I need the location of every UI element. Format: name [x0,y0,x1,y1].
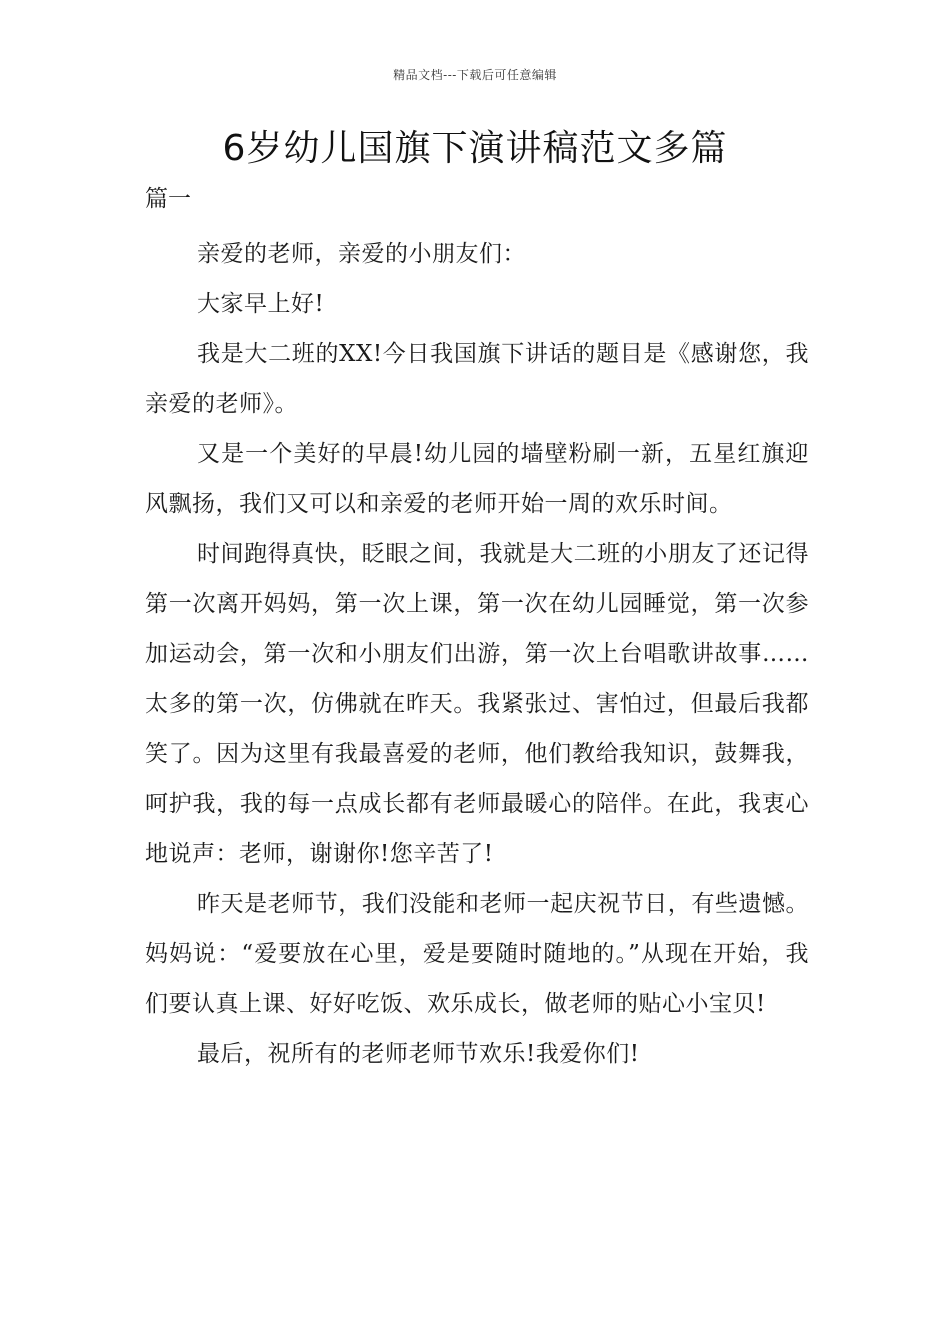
paragraph-closing: 最后，祝所有的老师老师节欢乐!我爱你们! [197,1041,640,1067]
document-title: 6岁幼儿国旗下演讲稿范文多篇 [222,128,728,169]
paragraph-greeting: 亲爱的老师，亲爱的小朋友们： [197,241,526,267]
paragraph-good-morning: 大家早上好! [197,291,325,317]
paragraph-memories: 时间跑得真快，眨眼之间，我就是大二班的小朋友了还记得第一次离开妈妈，第一次上课，第一次在幼儿园睡觉，第一次参加运动会，第一次和小朋友们出游，第一次上台唱歌讲故事……太多的第一次，仿佛就在昨天。我紧张过、害怕过，但最后我都笑了。因为这里有我最喜爱的老师，他们教给我知识，鼓舞我，呵护我，我的每一点成长都有老师最暖心的陪伴。在此，我衷心地说声：老师，谢谢你!您辛苦了! [145,541,809,867]
paragraph-teachers-day: 昨天是老师节，我们没能和老师一起庆祝节日，有些遗憾。妈妈说：“爱要放在心里，爱是要随时随地的。”从现在开始，我们要认真上课、好好吃饭、欢乐成长，做老师的贴心小宝贝! [145,891,809,1017]
paragraph-introduction: 我是大二班的XX!今日我国旗下讲话的题目是《感谢您，我亲爱的老师》。 [145,341,809,417]
section-label: 篇一 [145,186,191,212]
paragraph-morning: 又是一个美好的早晨!幼儿园的墙壁粉刷一新，五星红旗迎风飘扬，我们又可以和亲爱的老师开始一周的欢乐时间。 [145,441,809,517]
header-note: 精品文档---下载后可任意编辑 [393,68,557,82]
document-body [145,229,809,1079]
